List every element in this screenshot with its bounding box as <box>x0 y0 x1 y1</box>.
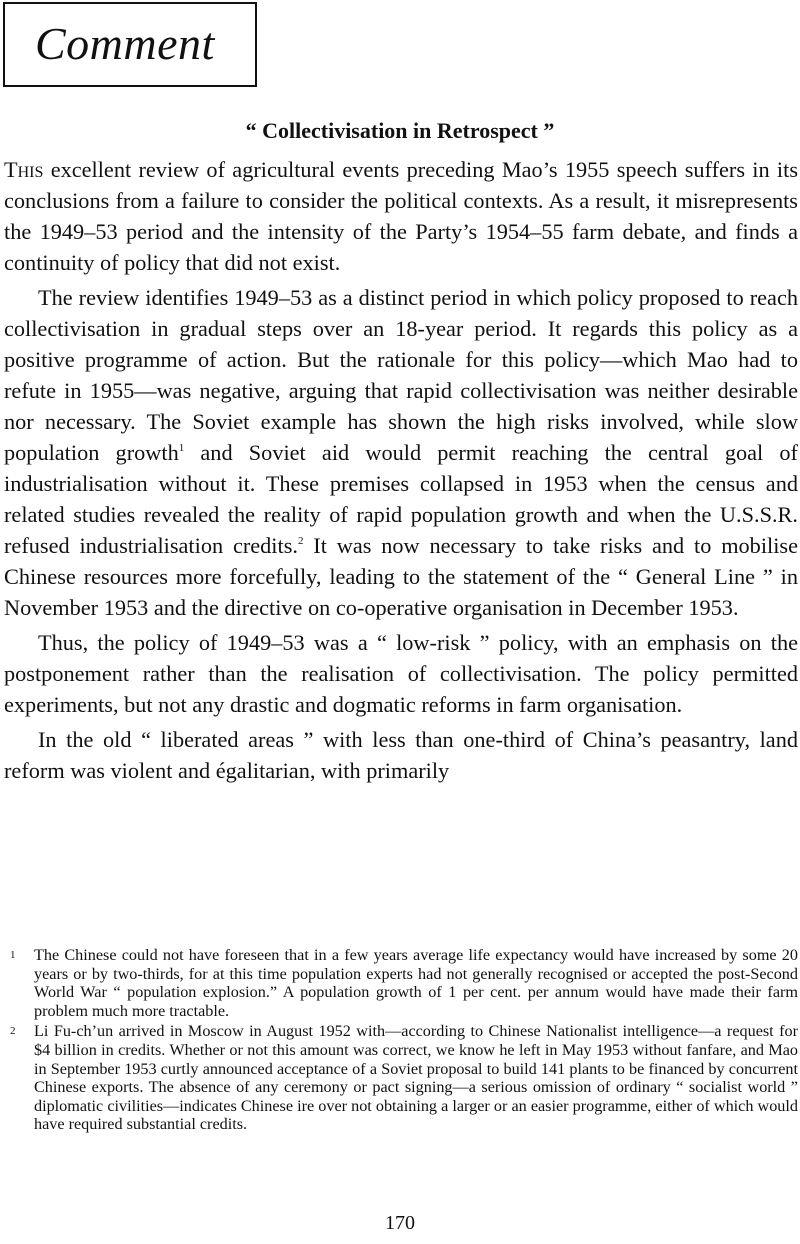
page-number: 170 <box>385 1212 415 1234</box>
article-body <box>4 154 798 790</box>
drop-word: This <box>4 157 44 182</box>
footnote-ref-1[interactable]: 1 <box>178 442 185 454</box>
footnote-1 <box>4 946 798 1020</box>
paragraph-2 <box>4 282 798 623</box>
paragraph-2-text-a: The review identifies 1949–53 as a distinct period in which policy proposed to reach collectivisation in gradual steps over an 18-year period. It regards this policy as a positive programme of action. But the rationale for this policy—which Mao had to refute in 1955—was negative, arguing that rapid collectivisation was neither desirable nor necessary. The Soviet example has shown the high risks involved, while slow population growth <box>4 285 798 465</box>
footnote-number: 1 <box>10 949 16 961</box>
article-title: “ Collectivisation in Retrospect ” <box>245 118 555 143</box>
paragraph-2-text-c: It was now necessary to take risks and to mobilise Chinese resources more forcefully, leading to the statement of the “ General Line ” in November 1953 and the directive on co-operative organisation in December 1953. <box>4 533 798 620</box>
paragraph-1-text: excellent review of agricultural events preceding Mao’s 1955 speech suffers in its conclusions from a failure to consider the political contexts. As a result, it misrepresents the 1949–53 period and the intensity of the Party’s 1954–55 farm debate, and finds a continuity of policy that did not exist. <box>4 157 798 275</box>
paragraph-3: Thus, the policy of 1949–53 was a “ low-risk ” policy, with an emphasis on the postponement rather than the realisation of collectivisation. The policy permitted experiments, but not any drastic and dogmatic reforms in farm organisation. <box>4 630 798 717</box>
footnotes <box>4 946 798 1136</box>
footnote-number: 2 <box>10 1025 16 1038</box>
section-title: Comment <box>35 18 215 69</box>
footnote-2 <box>4 1022 798 1134</box>
footnote-text: The Chinese could not have foreseen that in a few years average life expectancy would have increased by some 20 years or by two-thirds, for at this time population experts had not generally recognised or accepted the post-Second World War “ population explosion.” A population growth of 1 per cent. per annum would have made their farm problem much more tractable. <box>34 946 798 1020</box>
paragraph-1 <box>4 154 798 278</box>
section-header-box <box>3 2 257 87</box>
paragraph-2-text-b: and Soviet aid would permit reaching the central goal of industrialisation without it. These premises collapsed in 1953 when the census and related studies revealed the reality of rapid population growth and when the U.S.S.R. refused industrialisation credits. <box>4 440 798 558</box>
footnote-text: Li Fu-ch’un arrived in Moscow in August 1952 with—according to Chinese Nationalist intelligence—a request for $4 billion in credits. Whether or not this amount was correct, we know he left in May 1953 without fanfare, and Mao in September 1953 curtly announced acceptance of a Soviet proposal to build 141 plants to be financed by concurrent Chinese exports. The absence of any ceremony or pact signing—a serious omission of ordinary “ socialist world ” diplomatic civilities—indicates Chinese ire over not obtaining a larger or an easier programme, either of which would have required substantial credits. <box>34 1022 798 1134</box>
footnote-ref-2[interactable]: 2 <box>297 535 304 547</box>
paragraph-4: In the old “ liberated areas ” with less than one-third of China’s peasantry, land reform was violent and égalitarian, with primarily <box>4 727 798 783</box>
